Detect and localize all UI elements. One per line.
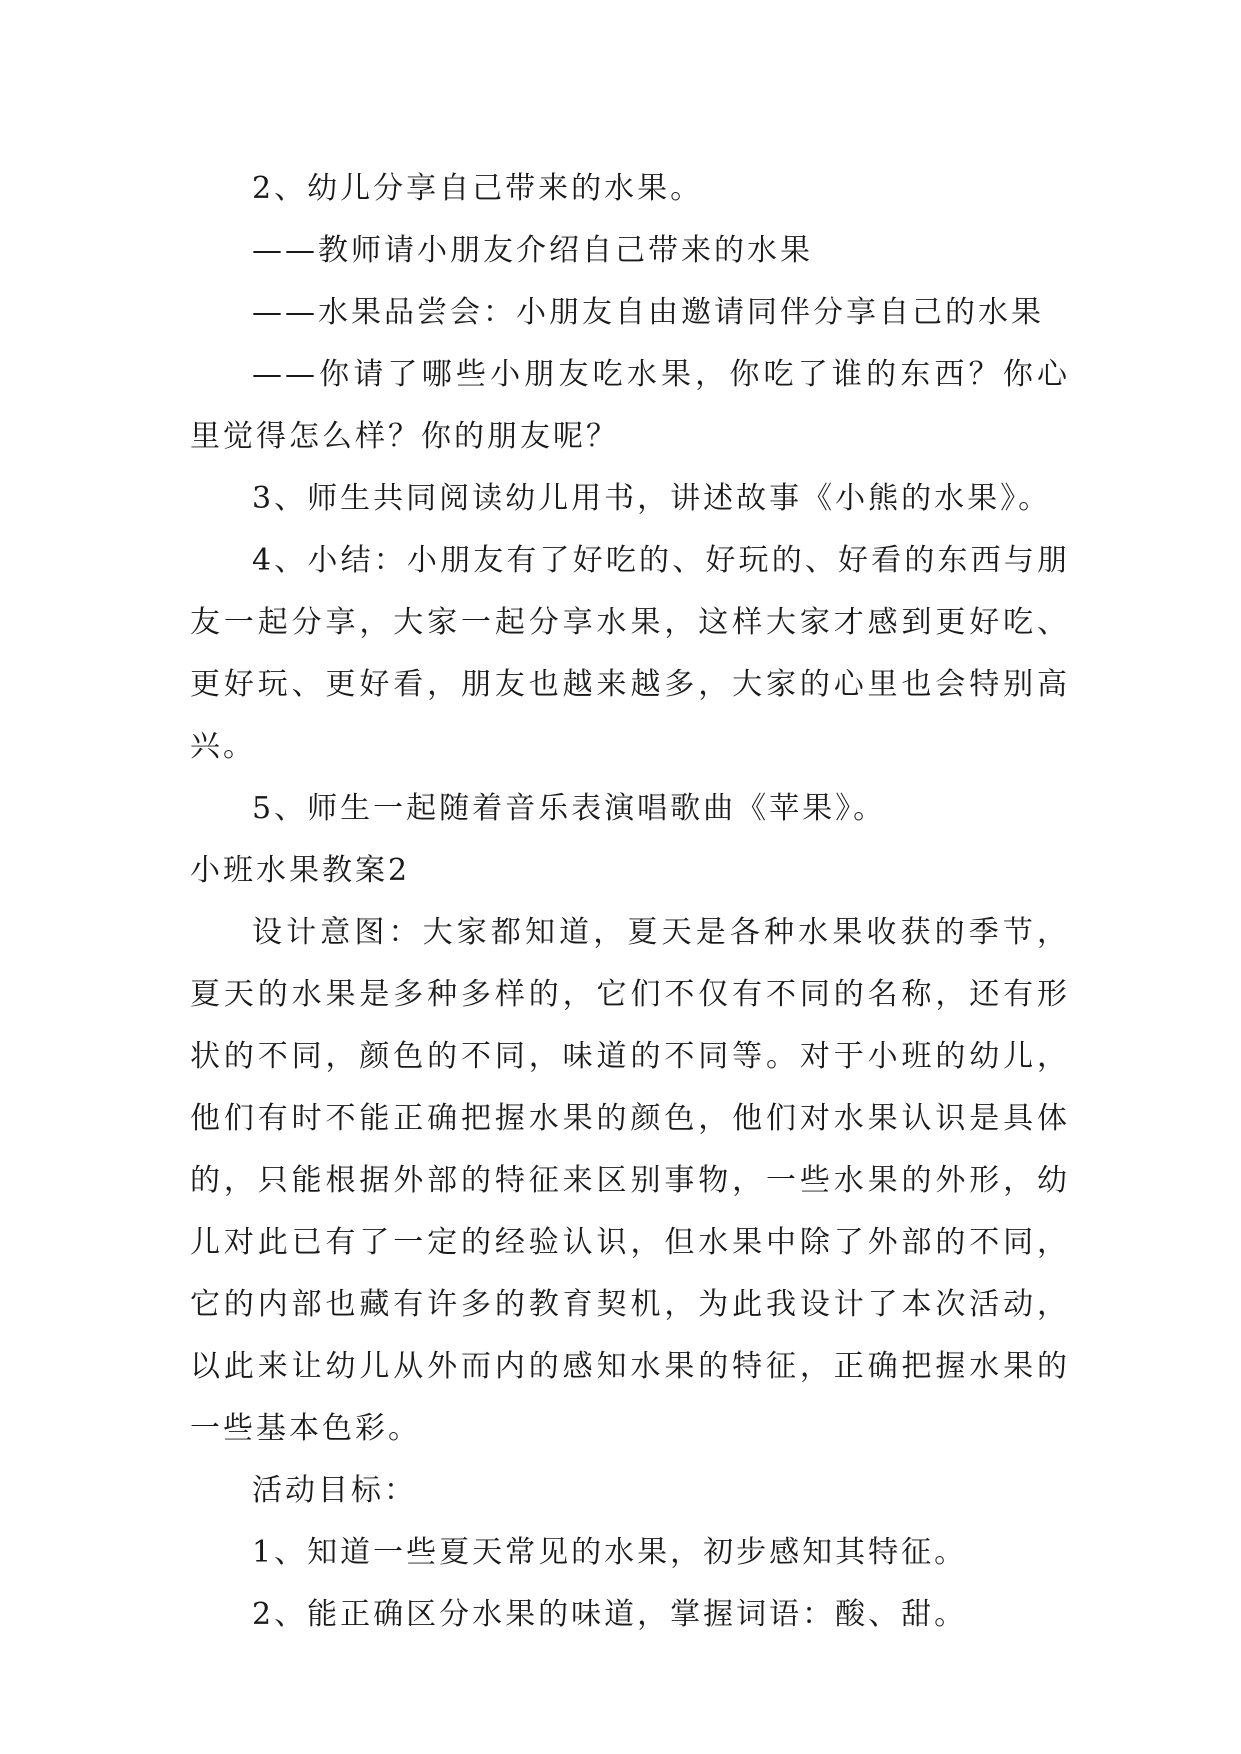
paragraph-teacher-intro: ——教师请小朋友介绍自己带来的水果 bbox=[252, 233, 813, 268]
paragraph-summary: 4、小结：小朋友有了好吃的、好玩的、好看的东西与朋友一起分享，大家一起分享水果，这样大家才感到更好吃、更好玩、更好看，朋友也越来越多，大家的心里也会特别高兴。 bbox=[190, 543, 1070, 764]
document-body bbox=[190, 158, 1070, 1646]
paragraph-tasting: ——水果品尝会：小朋友自由邀请同伴分享自己的水果 bbox=[252, 295, 1044, 330]
paragraph-story-reading: 3、师生共同阅读幼儿用书，讲述故事《小熊的水果》。 bbox=[252, 481, 1052, 516]
paragraph-questions: ——你请了哪些小朋友吃水果，你吃了谁的东西？你心里觉得怎么样？你的朋友呢？ bbox=[190, 357, 1070, 454]
paragraph-design-intent: 设计意图：大家都知道，夏天是各种水果收获的季节，夏天的水果是多种多样的，它们不仅有不同的名称，还有形状的不同，颜色的不同，味道的不同等。对于小班的幼儿，他们有时不能正确把握水果的颜色，他们对水果认识是具体的，只能根据外部的特征来区别事物，一些水果的外形，幼儿对此已有了一定的经验认识，但水果中除了外部的不同，它的内部也藏有许多的教育契机，为此我设计了本次活动，以此来让幼儿从外而内的感知水果的特征，正确把握水果的一些基本色彩。 bbox=[190, 915, 1070, 1446]
section-heading: 小班水果教案2 bbox=[190, 853, 411, 888]
paragraph-goal-1: 1、知道一些夏天常见的水果，初步感知其特征。 bbox=[252, 1535, 968, 1570]
paragraph-share-fruit: 2、幼儿分享自己带来的水果。 bbox=[252, 171, 704, 206]
paragraph-goal-2: 2、能正确区分水果的味道，掌握词语：酸、甜。 bbox=[252, 1597, 968, 1632]
paragraph-song: 5、师生一起随着音乐表演唱歌曲《苹果》。 bbox=[252, 791, 887, 826]
paragraph-goals-label: 活动目标： bbox=[252, 1473, 417, 1508]
